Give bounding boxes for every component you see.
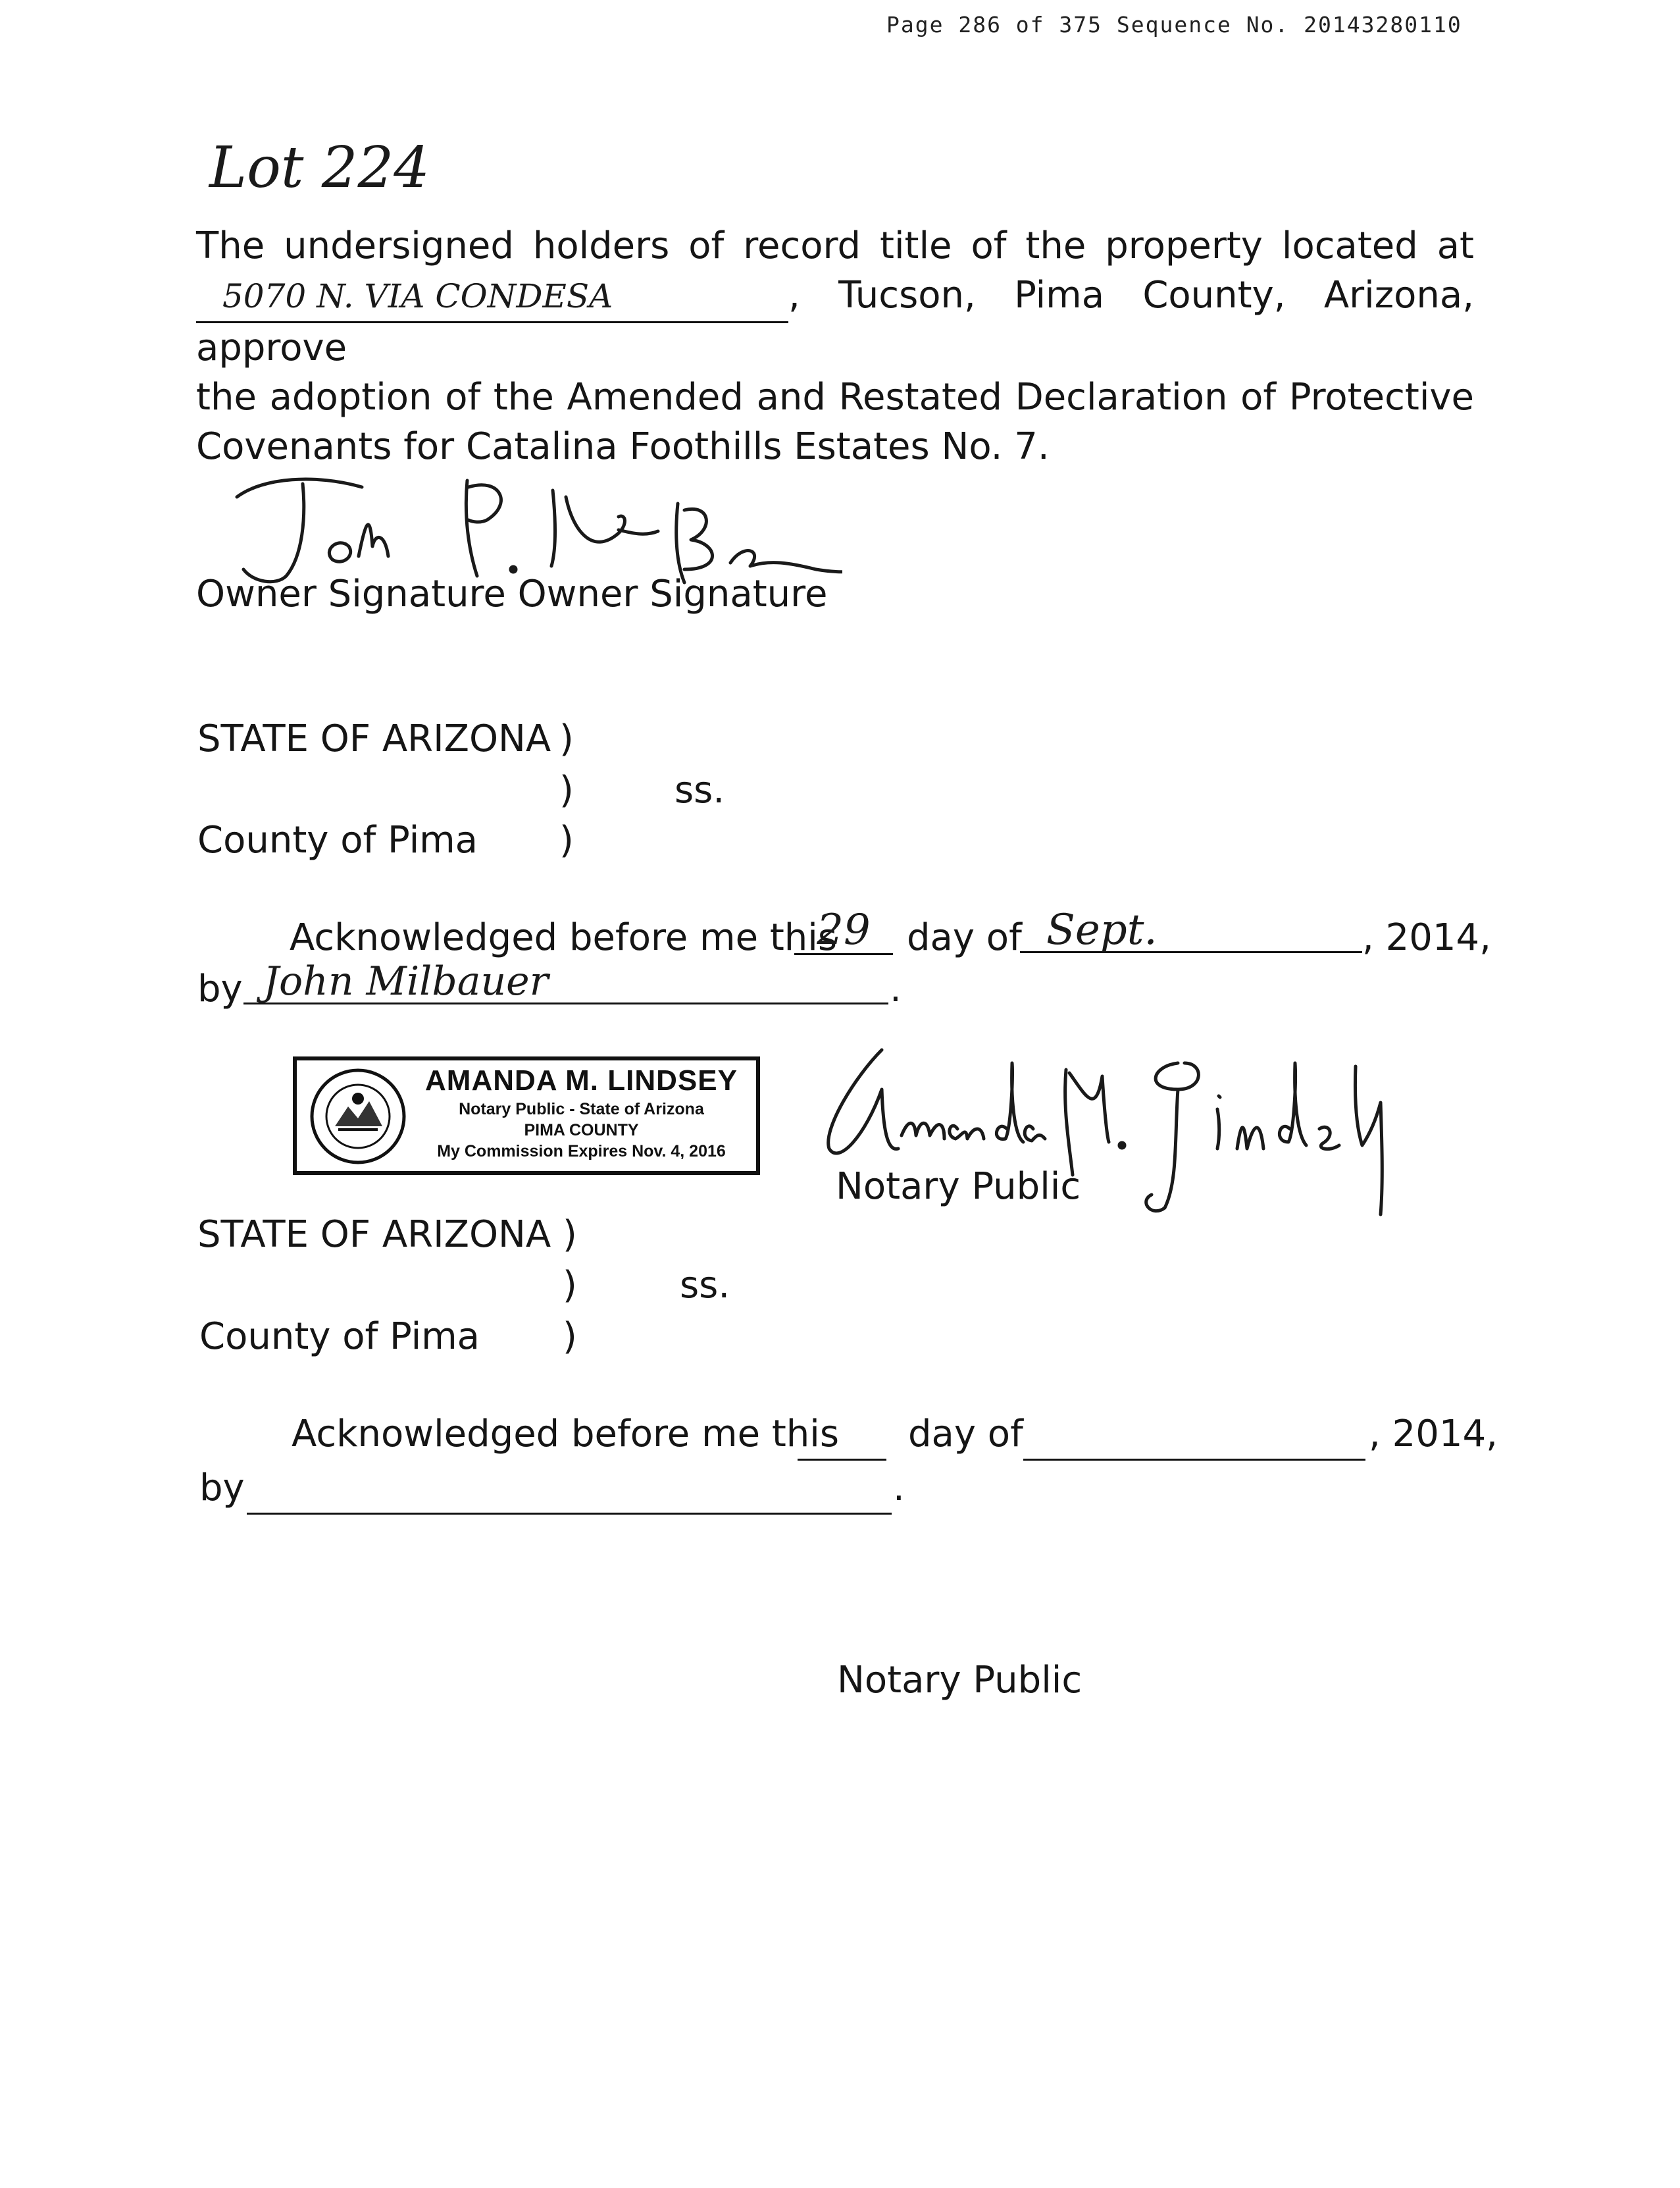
address-field: 5070 N. VIA CONDESA [196, 272, 788, 323]
day-of-label-1: day of [907, 916, 1022, 959]
paren-1c: ) [559, 819, 574, 862]
year-label-1: , 2014, [1362, 916, 1491, 959]
by-label-2: by [199, 1467, 245, 1509]
month-field-1: Sept. [1020, 907, 1362, 953]
stamp-title: Notary Public - State of Arizona [459, 1100, 704, 1118]
page-header: Page 286 of 375 Sequence No. 20143280110 [886, 12, 1462, 38]
county-label-2: County of Pima [199, 1315, 480, 1358]
day-field-2[interactable] [798, 1415, 886, 1461]
by-label-1: by [197, 968, 243, 1010]
by-period-1: . [890, 968, 902, 1010]
notary-stamp [293, 1056, 760, 1175]
county-label-1: County of Pima [197, 819, 478, 862]
stamp-name: AMANDA M. LINDSEY [425, 1064, 738, 1097]
paren-2b: ) [563, 1264, 577, 1307]
day-of-label-2: day of [908, 1413, 1023, 1455]
approval-line-1: The undersigned holders of record title of the property located at [196, 224, 1474, 267]
year-label-2: , 2014, [1369, 1413, 1498, 1455]
notary-public-label-2: Notary Public [837, 1659, 1082, 1702]
approval-line-3: the adoption of the Amended and Restated Declaration of Protective [196, 376, 1474, 419]
ack-prefix-2: Acknowledged before me this [292, 1413, 840, 1455]
ack-prefix-1: Acknowledged before me this [290, 916, 838, 959]
owner-signature-labels: Owner Signature Owner Signature [196, 573, 828, 615]
stamp-expiry: My Commission Expires Nov. 4, 2016 [437, 1142, 726, 1160]
month-field-2[interactable] [1023, 1415, 1365, 1461]
paren-1b: ) [559, 769, 574, 812]
approval-line-4: Covenants for Catalina Foothills Estates No. 7. [196, 425, 1050, 468]
approval-line-2-rest: , Tucson, Pima County, Arizona, approve [196, 274, 1474, 369]
notary-public-label-1: Notary Public [836, 1165, 1081, 1208]
by-field-1: John Milbauer [243, 958, 888, 1004]
paren-1a: ) [559, 717, 574, 760]
ss-label-2: ss. [680, 1264, 730, 1307]
day-field-1: 29 [794, 907, 893, 955]
paren-2c: ) [563, 1315, 577, 1358]
stamp-county: PIMA COUNTY [524, 1121, 639, 1139]
state-seal-icon [309, 1067, 407, 1166]
state-label-1: STATE OF ARIZONA [197, 717, 551, 760]
ss-label-1: ss. [675, 769, 725, 812]
by-period-2: . [893, 1467, 905, 1509]
approval-line-2 [196, 271, 1474, 373]
state-label-2: STATE OF ARIZONA [197, 1213, 551, 1256]
approval-paragraph [196, 221, 1474, 471]
by-field-2[interactable] [247, 1469, 892, 1515]
paren-2a: ) [563, 1213, 577, 1256]
lot-note: Lot 224 [209, 135, 430, 201]
